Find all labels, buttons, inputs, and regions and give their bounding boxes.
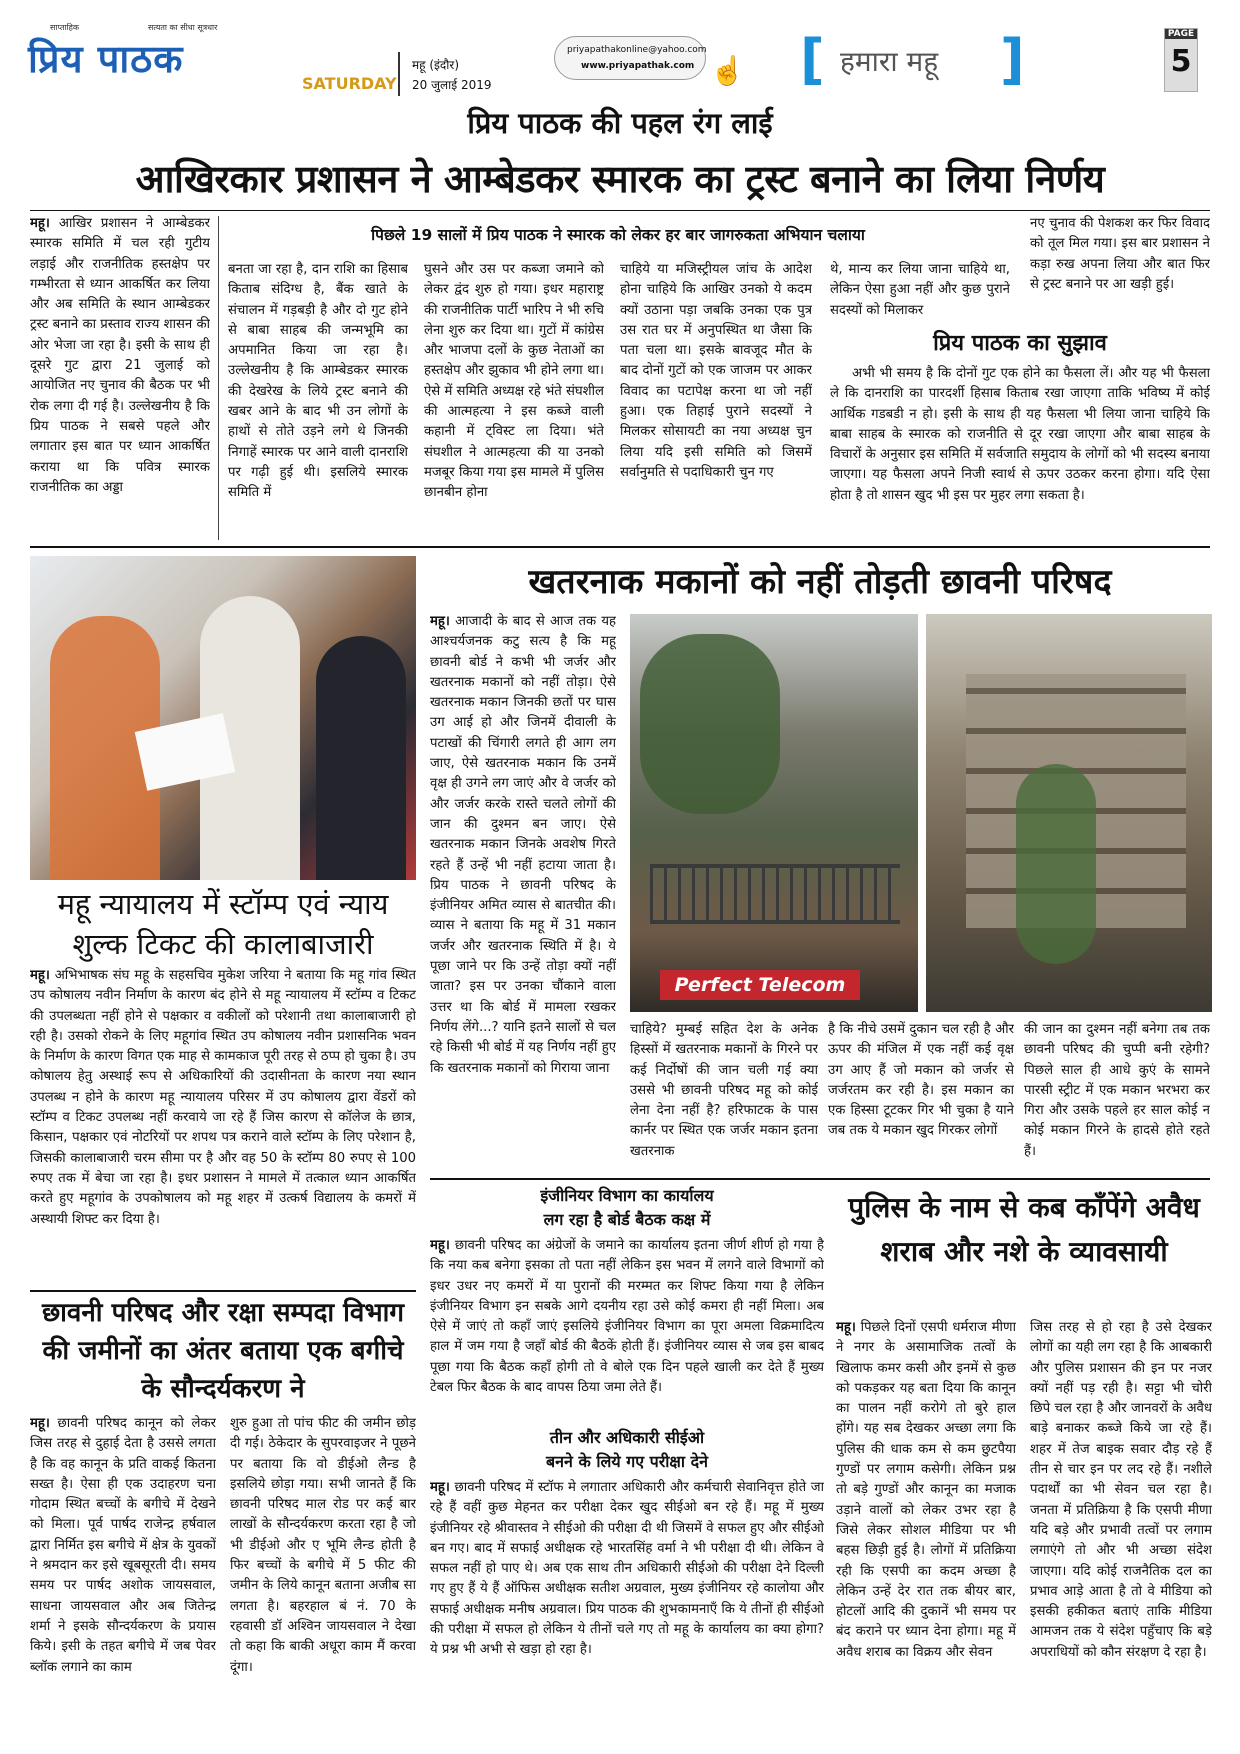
story4-dateline: महू। <box>30 1416 50 1431</box>
story2-bottom-rule <box>30 1290 416 1292</box>
story1-col6: नए चुनाव की पेशकश कर फिर विवाद को तूल मिल गया। इस बार प्रशासन ने कड़ा रुख अपना लिया और बात फिर से ट्रस्ट बनाने पर आ खड़ी हुई। <box>1030 216 1210 292</box>
section-bracket-left: [ <box>800 28 825 91</box>
story2-headline: महू न्यायालय में स्टॉम्प एवं न्याय शुल्क टिकट की कालाबाजारी <box>57 887 389 961</box>
story4-col2: शुरु हुआ तो पांच फीट की जमीन छोड़ दी गई। ठेकेदार के सुपरवाइजर ने पूछने पर बताया कि वो डीईओ लैन्ड है इसलिये छोड़ा गया। सभी जानते हैं कि छावनी परिषद माल रोड पर कई बार लाखों के सौन्दर्यकरण करता रहा है जो भी डीईओ और ए भूमि लैन्ड होती है फिर बच्चों के बगीचे में 5 फीट की जमीन के लिये कानून बताना अजीब सा लगता है। बहरहाल बं नं. 70 के रहवासी डॉ अश्विन जायसवाल ने देखा तो कहा कि बाकी अधूरा काम मैं करवा दूंगा। <box>230 1416 416 1675</box>
story2-text: अभिभाषक संघ महू के सहसचिव मुकेश जरिया ने बताया कि महू गांव स्थित उप कोषालय नवीन निर्माण के कारण बंद होने से महू न्यायालय में स्टॉम्प व टिकट की उपलब्धता नहीं होने से पक्षकार व वकीलों को परेशानी तथा कालाबाजारी हो रही है। उसको रोकने के लिए महूगांव स्थित उप कोषालय नवीन प्रशासनिक भवन के निर्माण के कारण विगत एक माह से कामकाज पूरी तरह से ठप्प हो चुका है। उप कोषालय हेतु अस्थाई रूप से अधिकारियों की उदासीनता के कारण नया स्थान उपलब्ध न होने के कारण महू न्यायालय परिसर में उप कोषालय द्वारा वेंडरों को स्टॉम्प व टिकट उपलब्ध नहीं करवाये जा रहे हैं जिस कारण से कॉलेज के छात्र, किसान, पक्षकार एवं नोटरियों पर शपथ पत्र कराने वाले स्टॉम्प के लिए परेशान है, जिसकी कालाबाजारी चरम सीमा पर है और वह 50 के स्टॉम्प 80 रुपए से 100 रुपए तक में बेचा जा रहा है। इधर प्रशासन ने मामले में तत्काल ध्यान आकर्षित करते हुए महूगांव के उपकोषालय को महू शहर में उत्कर्ष विद्यालय के कमरों में अस्थायी शिफ्ट कर दिया है। <box>30 968 416 1227</box>
story5-body <box>430 1236 824 1422</box>
section-bracket-right: ] <box>1000 28 1025 91</box>
shop-sign: Perfect Telecom <box>660 970 860 1000</box>
story4-headline: छावनी परिषद और रक्षा सम्पदा विभाग की जमीनों का अंतर बताया एक बगीचे के सौन्दर्यकरण ने <box>41 1298 405 1404</box>
story2-dateline: महू। <box>30 968 50 983</box>
story5-text: छावनी परिषद का अंग्रेजों के जमाने का कार्यालय इतना जीर्ण शीर्ण हो गया है कि नया कब बनेगा इसका तो पता नहीं लेकिन इस भवन में लगने वाले विभागों को इधर उधर नए कमरों में या पुरानों की मरम्मत कर शिफ्ट किया गया है लेकिन इंजीनियर विभाग इन सबके आगे दयनीय रहा उसे कोई कमरा ही नहीं मिला। अब ऐसे में जाएं तो कहाँ जाएं इसलिये इंजीनियर विभाग का पूरा अमला विक्रमादित्य हाल में जम गया है जहाँ बोर्ड की बैठकें होती हैं। इंजीनियर व्यास से जब इस बाबद पूछा गया कि बैठक कहाँ होगी तो वे बोले एक दिन पहले खाली कर देते हैं मुख्य टेबल फिर बैठक के बाद वापस ठिया जमा लेते हैं। <box>430 1238 824 1396</box>
logo-tagline-left: साप्ताहिक <box>50 23 80 32</box>
story4-col1 <box>30 1414 216 1744</box>
old-building-photo-2 <box>926 614 1212 1012</box>
story7-col1 <box>836 1318 1016 1744</box>
story7-dateline: महू। <box>836 1320 856 1335</box>
story6-dateline: महू। <box>430 1480 450 1495</box>
story1-subhead: पिछले 19 सालों में प्रिय पाठक ने स्मारक को लेकर हर बार जागरुकता अभियान चलाया <box>371 226 865 244</box>
page-label: PAGE <box>1165 29 1197 39</box>
story3-headline: खतरनाक मकानों को नहीं तोड़ती छावनी परिषद <box>528 562 1112 602</box>
story1-col5: थे, मान्य कर लिया जाना चाहिये था, लेकिन ऐसा हुआ नहीं और कुछ पुराने सदस्यों को मिलाकर <box>830 262 1010 318</box>
story3-col1-text: आजादी के बाद से आज तक यह आश्चर्यजनक कटु सत्य है कि महू छावनी बोर्ड ने कभी भी जर्जर और खतरनाक मकानों को नहीं तोड़ा। ऐसे खतरनाक मकान जिनकी छतों पर घास उग आई हो और जिनमें दीवाली के पटाखों की चिंगारी लगते ही आग लग जाए, ऐसे खतरनाक मकान कि उनमें वृक्ष ही उगने लग जाएं और वे जर्जर को और जर्जर करके रास्ते चलते लोगों की जान की दुश्मन बन जाए। ऐसे खतरनाक मकान जिनके अवशेष गिरते रहते हैं उन्हें भी नहीं हटाया जाता है। प्रिय पाठक ने छावनी परिषद के इंजीनियर अमित व्यास से बातचीत की। व्यास ने बताया कि महू में 31 मकान जर्जर और खतरनाक स्थिति में है। ये पूछा जाने पर कि उन्हें तोड़ा क्यों नहीं जाता? इस पर उनका चौंकाने वाला उत्तर था कि बोर्ड में मामला रखकर निर्णय लेंगे...? यानि इतने सालों से चल रहे किसी भी बोर्ड में यह निर्णय नहीं हुए कि खतरनाक मकानों को गिराया जाना <box>430 614 616 1076</box>
story7-col2: जिस तरह से हो रहा है उसे देखकर लोगों का यही लग रहा है कि आबकारी और पुलिस प्रशासन की इन पर नजर क्यों नहीं पड़ रही है। सट्टा भी चोरी छिपे चल रहा है और जानवरों के अवैध बाड़े बनाकर कब्जे किये जा रहे हैं। शहर में तेज बाइक सवार दौड़ रहे हैं तीन से चार इन पर लद रहे हैं। नशीले पदार्थों का भी सेवन चल रहा है। जनता में प्रतिक्रिया है कि एसपी मीणा यदि बड़े और प्रभावी तत्वों पर लगाम लगाएंगे तो और भी अच्छा संदेश जाएगा। यदि कोई राजनैतिक दल का प्रभाव आड़े आता है तो वे मीडिया को इसकी हकीकत बताएं ताकि मीडिया आमजन तक ये संदेश पहुँचाए कि बड़े अपराधियों को कौन संरक्षण दे रहा है। <box>1030 1320 1212 1660</box>
tree-foliage <box>640 634 780 814</box>
story7-headline: पुलिस के नाम से कब काँपेंगे अवैध शराब और नशे के व्यावसायी <box>848 1191 1200 1268</box>
logo-text: प्रिय पाठक <box>28 37 184 81</box>
suggestion-text: अभी भी समय है कि दोनों गुट एक होने का फैसला लें। और यह भी फैसला ले कि दानराशि का पारदर्शी हिसाब किताब रखा जाएगा ताकि भविष्य में कोई आर्थिक गडबडी न हो। इसी के साथ ही यह फैसला भी लिया जाना चाहिये कि बाबा साहब के स्मारक को राजनीति से दूर रखा जाएगा और बाबा साहब के विचारों के अनुसार इस समिति में सर्वजाति समुदाय के लोगों को भी सदस्य बनाया जाएगा। यह फैसला अपने निजी स्वार्थ से ऊपर उठकर करना होगा। यदि ऐसा होता है तो शासन खुद भी इस पर मुहर लगा सकता है। <box>830 366 1210 503</box>
story1-col1-text: आखिर प्रशासन ने आम्बेडकर स्मारक समिति में चल रही गुटीय लड़ाई और राजनीतिक हस्तक्षेप पर गम्भीरता से ध्यान आकर्षित कर लिया और अब समिति के स्थान आम्बेडकर ट्रस्ट बनाने का प्रस्ताव राज्य शासन की ओर भेजा जा रहा है। इसी के साथ ही दूसरे गुट द्वारा 21 जुलाई को आयोजित नए चुनाव की बैठक पर भी रोक लगा दी गई है। उल्लेखनीय है कि प्रिय पाठक ने सबसे पहले और लगातार इस बात पर ध्यान आकर्षित कराया था कि पवित्र स्मारक राजनीतिक का अड्डा <box>30 216 210 495</box>
day-label: SATURDAY <box>302 74 397 93</box>
email[interactable]: priyapathakonline@yahoo.com <box>567 45 707 55</box>
story3-dateline: महू। <box>430 614 450 629</box>
tree-foliage-2 <box>1016 764 1096 964</box>
story2-body <box>30 966 416 1286</box>
page-number: 5 <box>1170 44 1192 79</box>
page-number-box <box>1164 28 1198 92</box>
story6-body <box>430 1478 824 1744</box>
story6-headline-1: तीन और अधिकारी सीईओ <box>549 1428 705 1447</box>
story1-col4: चाहिये या मजिस्ट्रीयल जांच के आदेश होना चाहिये कि आखिर उनको ये कदम क्यों उठाना पड़ा जबकि उनका एक पुत्र उस रात घर में अनुपस्थित था जैसा कि पता चला था। इसके बावजूद मौत के बाद दोनों गुटों को एक जाजम पर आकर विवाद का पटापेक्ष करना था जो नहीं हुआ। एक तिहाई पुराने सदस्यों ने मिलकर सोसायटी का नया अध्यक्ष चुन लिया यदि इसी समिति को जिसमें सर्वानुमति से पदाधिकारी चुन गए <box>620 262 812 480</box>
col-divider <box>218 216 219 540</box>
story3-col2: चाहिये? मुम्बई सहित देश के अनेक हिस्सों में खतरनाक मकानों के गिरने पर कई निर्दोषों की जान चली गई क्या उससे भी छावनी परिषद महू को कोई लेना देना नहीं है? हरिफाटक के पास कार्नर पर स्थित एक जर्जर मकान इतना खतरनाक <box>630 1022 818 1159</box>
header-divider <box>398 52 400 96</box>
section-title: हमारा महू <box>840 45 939 78</box>
location: महू (इंदौर) <box>412 58 460 72</box>
logo-tagline-right: सत्यता का सीधा सूत्रधार <box>148 23 218 32</box>
story1-col3: घुसने और उस पर कब्जा जमाने को लेकर द्वंद शुरु हो गया। इधर महाराष्ट्र की राजनीतिक पार्टी भारिप ने भी रुचि लेना शुरु कर दिया था। गुटों में कांग्रेस और भाजपा दलों के कुछ नेताओं का हस्तक्षेप और झुकाव भी होने लगा था। ऐसे में समिति अध्यक्ष रहे भंते संघशील की आत्महत्या ने इस कब्जे वाली कहानी में ट्विस्ट ला दिया। भंते संघशील ने आत्महत्या की या उनको मजबूर किया गया इस मामले में पुलिस छानबीन होना <box>424 262 604 501</box>
person-right <box>316 636 406 880</box>
story3-col4: की जान का दुश्मन नहीं बनेगा तब तक छावनी परिषद की चुप्पी बनी रहेगी? पिछले साल ही आधे कुएं के सामने पारसी स्ट्रीट में एक मकान भरभरा कर गिरा और उसके पहले हर साल कोई न कोई मकान गिरने के हादसे होते रहते हैं। <box>1024 1022 1210 1159</box>
story5-headline-2: लग रहा है बोर्ड बैठक कक्ष में <box>543 1210 711 1229</box>
story1-top-rule <box>30 210 1210 211</box>
pointer-hand-icon: ☝ <box>710 54 745 87</box>
handover-photo <box>30 556 416 880</box>
logo <box>28 20 258 100</box>
section-rule <box>30 546 1210 548</box>
story3-col3: है कि नीचे उसमें दुकान चल रही है और ऊपर की मंजिल में एक नहीं कई वृक्ष उग आए हैं जो मकान को जर्जर से जर्जरतम कर रही है। इस मकान का एक हिस्सा टूटकर गिर भी चुका है याने जब तक ये मकान खुद गिरकर लोगों <box>828 1022 1014 1139</box>
story1-col1 <box>30 214 210 544</box>
suggestion-title: प्रिय पाठक का सुझाव <box>933 330 1107 356</box>
story1-kicker: प्रिय पाठक की पहल रंग लाई <box>467 106 773 140</box>
story3-col1 <box>430 612 616 1174</box>
story1-headline: आखिरकार प्रशासन ने आम्बेडकर स्मारक का ट्रस्ट बनाने का लिया निर्णय <box>135 157 1105 201</box>
story3-bottom-rule <box>430 1178 1210 1180</box>
story4-col1-text: छावनी परिषद कानून को लेकर जिस तरह से दुहाई देता है उससे लगता है कि वह कानून के प्रति वाकई कितना सख्त है। ऐसा ही एक उदाहरण चना गोदाम स्थित बच्चों के बगीचे में देखने को मिला। पूर्व पार्षद राजेन्द्र हर्षवाल द्वारा निर्मित इस बगीचे में क्षेत्र के युवकों ने श्रमदान कर इसे खूबसूरती दी। समय समय पर पार्षद अशोक जायसवाल, साधना जायसवाल और अब जितेन्द्र शर्मा ने इसके सौन्दर्यकरण के प्रयास किये। इसी के तहत बगीचे में जब पेवर ब्लॉक लगाने का काम <box>30 1416 216 1675</box>
story7-col1-text: पिछले दिनों एसपी धर्मराज मीणा ने नगर के असामाजिक तत्वों के खिलाफ कमर कसी और इनमें से कुछ को पकड़कर यह बता दिया कि कानून का पालन नहीं करोगे तो बुरे हाल होंगे। यह सब देखकर अच्छा लगा कि पुलिस की धाक कम से कम छुटपैया गुण्डों पर लगाम कसेगी। लेकिन प्रश्न तो बड़े गुण्डों और कानून का मजाक उड़ाने वालों को लेकर उभर रहा है जिसे लेकर सोशल मीडिया पर भी बहस छिड़ी हुई है। लोगों में प्रतिक्रिया रही कि एसपी का कदम अच्छा है लेकिन उन्हें देर रात तक बीयर बार, होटलों आदि की दुकानें भी समय पर बंद कराने पर ध्यान देना होगा। महू में अवैध शराब का विक्रय और सेवन <box>836 1320 1016 1660</box>
story1-col2: बनता जा रहा है, दान राशि का हिसाब किताब संदिग्ध है, बैंक खाते के संचालन में गड़बड़ी है और दो गुट होने से बाबा साहब की जन्मभूमि का अपमानित किया जा रहा है। उल्लेखनीय है कि आम्बेडकर स्मारक की देखरेख के लिये ट्रस्ट बनाने की खबर आने के बाद भी उन लोगों के हाथों से तोते उड़ने लगे थे जिनकी निगाहें स्मारक पर आने वाली दानराशि पर गढ़ी हुई थी। इसलिये स्मारक समिति में <box>228 262 408 501</box>
old-building-photo-1 <box>630 614 918 1012</box>
masthead <box>0 0 1240 104</box>
date: 20 जुलाई 2019 <box>412 78 492 92</box>
story5-headline-1: इंजीनियर विभाग का कार्यालय <box>540 1186 714 1205</box>
story6-text: छावनी परिषद में स्टॉफ मे लगातार अधिकारी और कर्मचारी सेवानिवृत्त होते जा रहे हैं वहीं कुछ मेहनत कर परीक्षा देकर खुद सीईओ बन रहे हैं। महू में मुख्य इंजीनियर रहे श्रीवास्तव ने सीईओ की परीक्षा दी थी जिसमें वे सफल हुए और सीईओ बन गए। बाद में सफाई अधीक्षक रहे भारतसिंह वर्मा ने भी परीक्षा दी थी। लेकिन वे सफल नहीं हो पाए थे। अब एक साथ तीन अधिकारी सीईओ की परीक्षा देने दिल्ली गए हुए हैं ये हैं ऑफिस अधीक्षक सतीश अग्रवाल, मुख्य इंजीनियर रहे कालोया और सफाई अधीक्षक मनीष अग्रवाल। प्रिय पाठक की शुभकामनाएँ कि ये तीनों ही सीईओ की परीक्षा में सफल हो लेकिन ये तीनों चले गए तो महू के कार्यालय का क्या होगा? ये प्रश्न भी अभी से खड़ा हो रहा है। <box>430 1480 824 1658</box>
story1-dateline: महू। <box>30 216 50 231</box>
story5-dateline: महू। <box>430 1238 450 1253</box>
contact-box <box>554 36 706 80</box>
story6-headline-2: बनने के लिये गए परीक्षा देने <box>546 1452 708 1471</box>
balcony <box>650 864 900 924</box>
website[interactable]: www.priyapathak.com <box>581 61 695 71</box>
